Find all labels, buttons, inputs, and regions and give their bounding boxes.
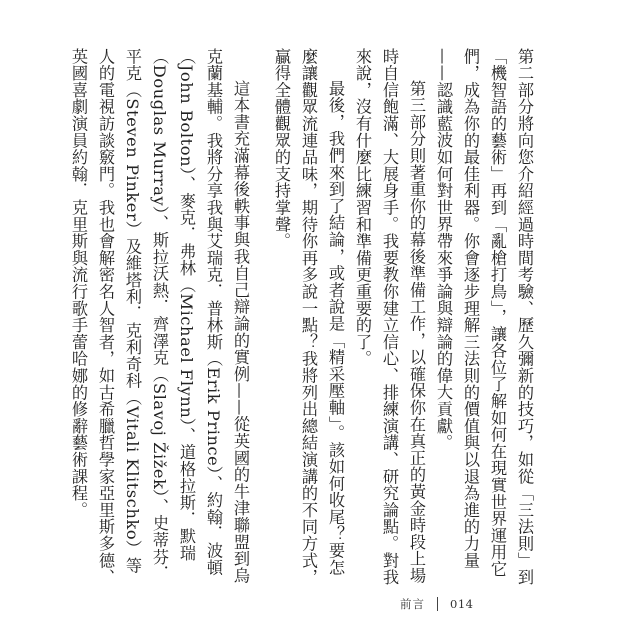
page-number: 014	[450, 597, 474, 611]
paragraph-conclusion: 最後，我們來到了結論，或者說是「精采壓軸」。該如何收尾？要怎麼讓觀眾流連品味，期待你再多說一點？我將列出總結演講的不同方式，贏得全體觀眾的支持掌聲。	[272, 48, 345, 586]
paragraph-anecdotes: 這本書充滿幕後軼事與我自己辯論的實例——從英國的牛津聯盟到烏克蘭基輔。我將分享我與艾瑞克．普林斯（Erik Prince）、約翰．波頓（John Bolton）、麥克．弗林（Michael Flynn）、道格拉斯．默瑞（Douglas Murray）、斯拉沃熱．齊澤克（Slavoj Žižek）、史蒂芬．平克（Steven Pinker）及維塔利．克利奇科（Vitali Klitschko）等人的電視訪談竅門。我也會解密名人智者，如古希臘哲學家亞里斯多德、英國喜劇演員約翰．克里斯與流行歌手蕾哈娜的修辭藝術課程。	[69, 48, 250, 586]
paragraph-part-two: 第二部分將向您介紹經過時間考驗、歷久彌新的技巧，如從「三法則」到「機智語的藝術」再到「亂槍打鳥」，讓各位了解如何在現實世界運用它們，成為你的最佳利器。你會逐步理解三法則的價值與以退為進的力量——認識藍波如何對世界帶來爭論與辯論的偉大貢獻。	[434, 48, 534, 586]
section-title: 前言	[400, 597, 425, 611]
paragraph-part-three: 第三部分則著重你的幕後準備工作，以確保你在真正的黃金時段上場時自信飽滿、大展身手。我要教你建立信心、排練演講、研究論點。對我來說，沒有什麼比練習和準備更重要的了。	[353, 48, 426, 586]
page-footer	[400, 596, 473, 612]
footer-divider	[437, 597, 438, 611]
body-text	[65, 48, 538, 588]
